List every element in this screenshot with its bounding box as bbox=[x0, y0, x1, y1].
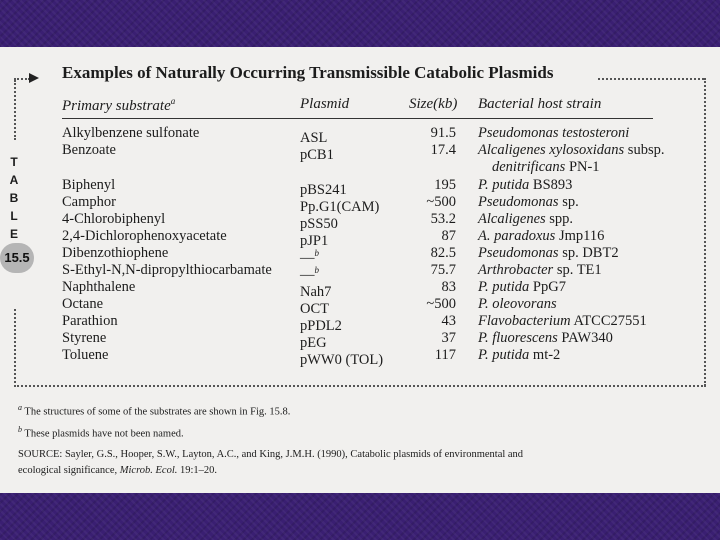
header-substrate: Primary substrate$^a$ bbox=[62, 96, 176, 114]
cell-host: P. putida BS893 bbox=[478, 177, 573, 193]
header-plasmid: Plasmid bbox=[300, 96, 350, 112]
table-row bbox=[0, 330, 720, 351]
cell-host: P. putida mt-2 bbox=[478, 347, 561, 363]
table-row bbox=[0, 125, 720, 146]
cell-size: 87 bbox=[441, 228, 456, 244]
cell-plasmid: —$^b$ bbox=[300, 248, 319, 266]
cell-size: 37 bbox=[441, 330, 456, 346]
cell-plasmid: —$^b$ bbox=[300, 265, 319, 283]
cell-substrate: Styrene bbox=[62, 330, 107, 346]
side-letter: A bbox=[9, 173, 19, 187]
cell-host: Flavobacterium ATCC27551 bbox=[478, 313, 647, 329]
cell-substrate: Camphor bbox=[62, 194, 116, 210]
side-letter: L bbox=[10, 209, 18, 223]
side-letter: T bbox=[10, 155, 18, 169]
cell-host: Pseudomonas sp. bbox=[478, 194, 579, 210]
cell-size: 17.4 bbox=[430, 142, 456, 158]
table-row bbox=[0, 347, 720, 368]
cell-size: 82.5 bbox=[430, 245, 456, 261]
arrow-icon bbox=[29, 73, 39, 83]
side-letter: B bbox=[9, 191, 19, 205]
cell-host: Alcaligenes xylosoxidans subsp. bbox=[478, 142, 665, 158]
cell-plasmid: pPDL2 bbox=[300, 317, 342, 334]
header-size: Size(kb) bbox=[409, 96, 458, 112]
cell-plasmid: ASL bbox=[300, 129, 328, 146]
side-letter: E bbox=[9, 227, 18, 241]
table-row bbox=[0, 211, 720, 232]
cell-size: ~500 bbox=[426, 194, 456, 210]
footnote-b: $^b$ These plasmids have not been named. bbox=[18, 425, 184, 440]
cell-size: 195 bbox=[434, 177, 456, 193]
cell-plasmid: pWW0 (TOL) bbox=[300, 351, 384, 368]
cell-plasmid: pJP1 bbox=[300, 232, 329, 249]
table-row bbox=[0, 194, 720, 215]
cell-plasmid: Pp.G1(CAM) bbox=[300, 198, 380, 215]
table-page bbox=[0, 47, 720, 493]
table-row bbox=[0, 262, 720, 283]
cell-substrate: Naphthalene bbox=[62, 279, 136, 295]
cell-plasmid: pCB1 bbox=[300, 146, 334, 163]
cell-host: P. fluorescens PAW340 bbox=[478, 330, 613, 346]
cell-size: 83 bbox=[441, 279, 456, 295]
cell-size: 91.5 bbox=[430, 125, 456, 141]
frame-dots-bottom bbox=[14, 385, 706, 387]
header-rule bbox=[62, 118, 653, 119]
cell-plasmid: pSS50 bbox=[300, 215, 338, 232]
table-row bbox=[0, 313, 720, 334]
cell-substrate: S-Ethyl-N,N-dipropylthiocarbamate bbox=[62, 262, 272, 278]
cell-substrate: Alkylbenzene sulfonate bbox=[62, 125, 200, 141]
header-host: Bacterial host strain bbox=[478, 96, 602, 112]
cell-substrate: 4-Chlorobiphenyl bbox=[62, 211, 166, 227]
cell-size: 43 bbox=[441, 313, 456, 329]
cell-host: Pseudomonas sp. DBT2 bbox=[478, 245, 619, 261]
cell-substrate: 2,4-Dichlorophenoxyacetate bbox=[62, 228, 227, 244]
cell-host: P. putida PpG7 bbox=[478, 279, 566, 295]
cell-substrate: Dibenzothiophene bbox=[62, 245, 169, 261]
cell-plasmid: pBS241 bbox=[300, 181, 347, 198]
host-continuation: denitrificans PN-1 bbox=[492, 159, 600, 175]
cell-size: 117 bbox=[434, 347, 456, 363]
table-number-badge: 15.5 bbox=[0, 243, 34, 273]
cell-substrate: Benzoate bbox=[62, 142, 116, 158]
source-citation: SOURCE: Sayler, G.S., Hooper, S.W., Layton, A.C., and King, J.M.H. (1990), Catabolic plasmids of environmental and ecological significance, Microb. Ecol. 19:1–20. bbox=[18, 449, 524, 476]
cell-substrate: Toluene bbox=[62, 347, 109, 363]
frame-dots-top-left bbox=[14, 78, 30, 80]
cell-size: 75.7 bbox=[430, 262, 456, 278]
frame-dots-top-right bbox=[598, 78, 704, 80]
cell-plasmid: OCT bbox=[300, 300, 329, 317]
table-title: Examples of Naturally Occurring Transmissible Catabolic Plasmids bbox=[62, 63, 554, 82]
cell-host: Arthrobacter sp. TE1 bbox=[478, 262, 602, 278]
cell-host: A. paradoxus Jmp116 bbox=[478, 228, 605, 244]
cell-size: 53.2 bbox=[430, 211, 456, 227]
cell-host: Pseudomonas testosteroni bbox=[478, 125, 630, 141]
footnote-a: $^a$ The structures of some of the substrates are shown in Fig. 15.8. bbox=[18, 403, 291, 418]
table-row bbox=[0, 296, 720, 317]
table-row bbox=[0, 279, 720, 300]
cell-size: ~500 bbox=[426, 296, 456, 312]
cell-substrate: Octane bbox=[62, 296, 104, 312]
table-row bbox=[0, 245, 720, 266]
table-row bbox=[0, 177, 720, 198]
table-row bbox=[0, 228, 720, 249]
cell-plasmid: Nah7 bbox=[300, 283, 332, 300]
table-row bbox=[0, 142, 720, 163]
cell-substrate: Biphenyl bbox=[62, 177, 116, 193]
cell-host: P. oleovorans bbox=[478, 296, 557, 312]
cell-host: Alcaligenes spp. bbox=[478, 211, 574, 227]
cell-plasmid: pEG bbox=[300, 334, 327, 351]
cell-substrate: Parathion bbox=[62, 313, 118, 329]
